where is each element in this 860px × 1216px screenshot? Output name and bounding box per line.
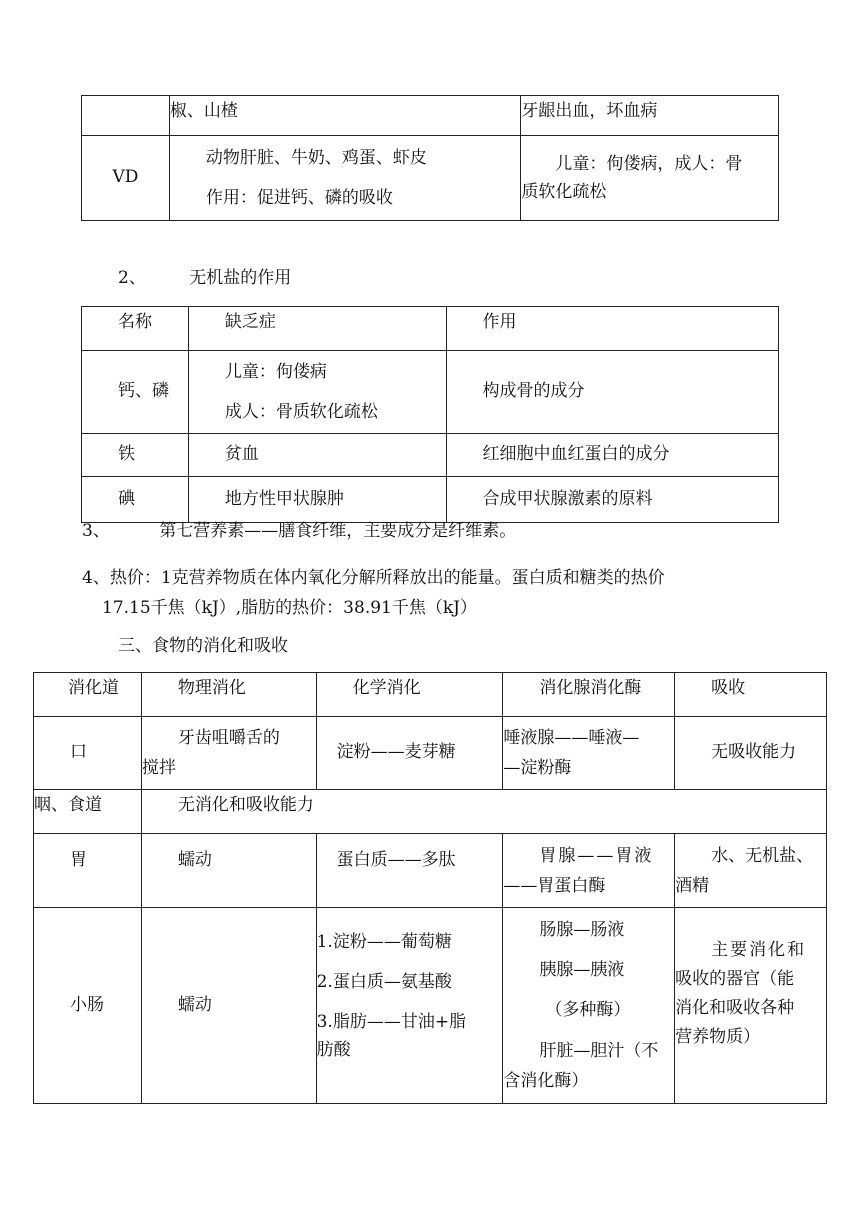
absorption-cell: 水、无机盐、 酒精: [675, 834, 827, 908]
table-row: [34, 673, 827, 717]
header-deficiency: 缺乏症: [188, 307, 446, 351]
section-title: 无机盐的作用: [189, 268, 292, 288]
vitamin-table: [81, 95, 779, 221]
mineral-function-cell: 合成甲状腺激素的原料: [446, 477, 778, 523]
header-gland: 消化腺消化酶: [503, 673, 675, 717]
section-text: 第七营养素——膳食纤维，主要成分是纤维素。: [159, 521, 517, 541]
vitamin-foods-cell: 椒、山楂: [169, 96, 520, 136]
header-absorption: 吸收: [675, 673, 827, 717]
table-row: [34, 834, 827, 908]
organ-cell: 小肠: [34, 908, 142, 1104]
header-chemical: 化学消化: [316, 673, 503, 717]
organ-cell: 口: [34, 717, 142, 790]
header-function: 作用: [446, 307, 778, 351]
gland-cell: 胃腺——胃液 ——胃蛋白酶: [503, 834, 675, 908]
mineral-deficiency-cell: 儿童：佝偻病 成人：骨质软化疏松: [188, 351, 446, 434]
mineral-deficiency-cell: 贫血: [188, 434, 446, 477]
physical-cell: 蠕动: [141, 908, 316, 1104]
mineral-name-cell: 铁: [82, 434, 189, 477]
section-number: 2、: [118, 268, 146, 288]
section-4-line1: 4、热价：1克营养物质在体内氧化分解所释放出的能量。蛋白质和糖类的热价: [82, 568, 665, 588]
vitamin-deficiency-cell: 牙龈出血，坏血病: [521, 96, 779, 136]
section-4-paragraph: [82, 563, 665, 623]
section-2-heading: [118, 266, 291, 292]
table-row: [82, 307, 779, 351]
gland-cell: 唾液腺——唾液— —淀粉酶: [503, 717, 675, 790]
absorption-cell: 无吸收能力: [675, 717, 827, 790]
organ-cell: 胃: [34, 834, 142, 908]
chemical-cell: 蛋白质——多肽: [316, 834, 503, 908]
physical-cell: 牙齿咀嚼舌的 搅拌: [141, 717, 316, 790]
digestion-table: [33, 672, 827, 1104]
table-row: [82, 477, 779, 523]
section-heading-digestion: 三、食物的消化和吸收: [118, 636, 288, 656]
section-4-line2: 17.15千焦（kJ）,脂肪的热价：38.91千焦（kJ）: [102, 598, 477, 618]
organ-cell: 咽、食道: [34, 790, 142, 834]
mineral-function-cell: 构成骨的成分: [446, 351, 778, 434]
table-row: [82, 136, 779, 221]
vitamin-foods-cell: 动物肝脏、牛奶、鸡蛋、虾皮 作用：促进钙、磷的吸收: [169, 136, 520, 221]
header-physical: 物理消化: [141, 673, 316, 717]
mineral-function-cell: 红细胞中血红蛋白的成分: [446, 434, 778, 477]
vitamin-deficiency-cell: 儿童：佝偻病，成人：骨 质软化疏松: [521, 136, 779, 221]
table-row: [82, 96, 779, 136]
gland-cell: 肠腺—肠液 胰腺—胰液 （多种酶） 肝脏—胆汁（不 含消化酶）: [503, 908, 675, 1104]
mineral-name-cell: 钙、磷: [82, 351, 189, 434]
header-name: 名称: [82, 307, 189, 351]
physical-cell: 蠕动: [141, 834, 316, 908]
header-organ: 消化道: [34, 673, 142, 717]
mineral-deficiency-cell: 地方性甲状腺肿: [188, 477, 446, 523]
note-cell: 无消化和吸收能力: [141, 790, 826, 834]
vitamin-name-cell: [82, 96, 170, 136]
minerals-table: [81, 306, 779, 523]
absorption-cell: 主要消化和 吸收的器官（能 消化和吸收各种 营养物质）: [675, 908, 827, 1104]
section-3-paragraph: [82, 519, 516, 545]
vitamin-name-cell: VD: [82, 136, 170, 221]
section-number: 3、: [82, 521, 110, 541]
table-row: [82, 351, 779, 434]
chemical-cell: 1.淀粉——葡萄糖 2.蛋白质—氨基酸 3.脂肪——甘油+脂 肪酸: [316, 908, 503, 1104]
table-row: [34, 908, 827, 1104]
chemical-cell: 淀粉——麦芽糖: [316, 717, 503, 790]
table-row: [34, 790, 827, 834]
mineral-name-cell: 碘: [82, 477, 189, 523]
table-row: [34, 717, 827, 790]
table-row: [82, 434, 779, 477]
